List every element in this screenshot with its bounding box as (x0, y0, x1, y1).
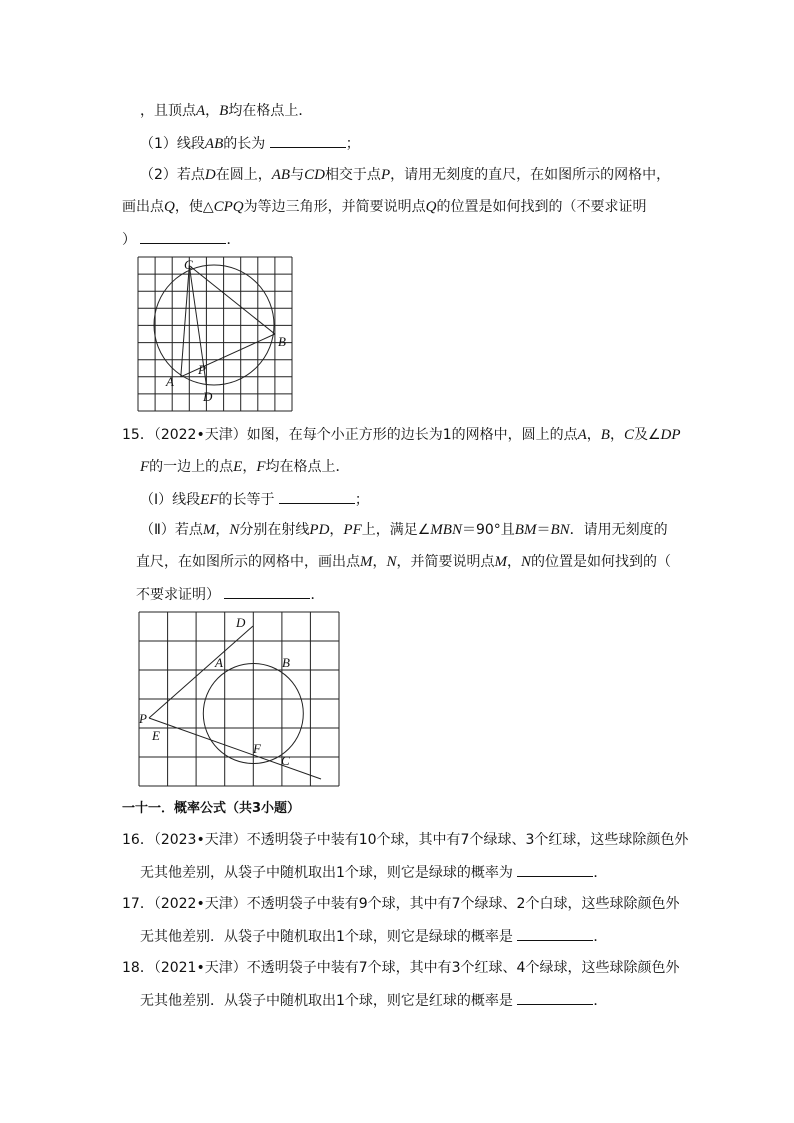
q15-part-2-line-3: 不要求证明） ． (136, 584, 324, 605)
q14-part-2-line-2: 画出点Q，使△CPQ为等边三角形，并简要说明点Q的位置是如何找到的（不要求证明 (122, 199, 647, 215)
label-P: P (198, 362, 206, 377)
label-C: C (281, 753, 290, 768)
label-D: D (203, 389, 213, 404)
answer-blank[interactable] (224, 584, 310, 599)
label-B: B (282, 655, 290, 670)
q17-line-2: 无其他差别．从袋子中随机取出1个球，则它是绿球的概率是 ． (140, 926, 607, 947)
q15-part-2-line-2: 直尺，在如图所示的网格中，画出点M，N，并简要说明点M，N的位置是如何找到的（ (136, 554, 672, 570)
label-D: D (236, 615, 246, 630)
answer-blank[interactable] (279, 489, 355, 504)
label-E: E (152, 728, 160, 743)
q14-part-2-line-3: ） ． (122, 229, 240, 250)
q18-line-2: 无其他差别．从袋子中随机取出1个球，则它是红球的概率是 ． (140, 990, 607, 1011)
label-B: B (278, 334, 286, 349)
q16-line-2: 无其他差别，从袋子中随机取出1个球，则它是绿球的概率为 ． (140, 862, 607, 883)
q14-line-1: ，且顶点A，B均在格点上． (140, 103, 313, 119)
label-A: A (215, 655, 223, 670)
answer-blank[interactable] (517, 862, 593, 877)
answer-blank[interactable] (270, 133, 346, 148)
q14-grid (138, 257, 292, 411)
q18-line-1: 18．（2021•天津）不透明袋子中装有7个球，其中有3个红球、4个绿球，这些球除颜色外 (122, 960, 680, 976)
answer-blank[interactable] (140, 229, 226, 244)
label-C: C (184, 257, 193, 272)
q15-rays (149, 626, 321, 779)
q17-line-1: 17．（2022•天津）不透明袋子中装有9个球，其中有7个绿球、2个白球，这些球除颜色外 (122, 896, 680, 912)
answer-blank[interactable] (517, 990, 593, 1005)
label-P: P (139, 711, 147, 726)
q15-line-1: 15．（2022•天津）如图，在每个小正方形的边长为1的网格中，圆上的点A，B，C及∠DP (122, 427, 681, 443)
q14-part-1: （1）线段AB的长为 ； (140, 133, 360, 154)
q15-part-2-line-1: （Ⅱ）若点M，N分别在射线PD，PF上，满足∠MBN＝90°且BM＝BN．请用无刻度的 (140, 522, 668, 538)
q15-grid-figure (139, 612, 339, 787)
label-A: A (166, 374, 174, 389)
answer-blank[interactable] (517, 926, 593, 941)
q14-part-2-line-1: （2）若点D在圆上，AB与CD相交于点P，请用无刻度的直尺，在如图所示的网格中， (140, 167, 671, 183)
q14-grid-figure (138, 257, 293, 412)
section-heading: 一十一．概率公式（共3小题） (122, 801, 301, 816)
label-F: F (253, 741, 261, 756)
q15-part-1: （Ⅰ）线段EF的长等于 ； (140, 489, 369, 510)
q16-line-1: 16．（2023•天津）不透明袋子中装有10个球，其中有7个绿球、3个红球，这些球除颜色外 (122, 832, 689, 848)
q15-line-2: F的一边上的点E，F均在格点上． (140, 459, 350, 475)
